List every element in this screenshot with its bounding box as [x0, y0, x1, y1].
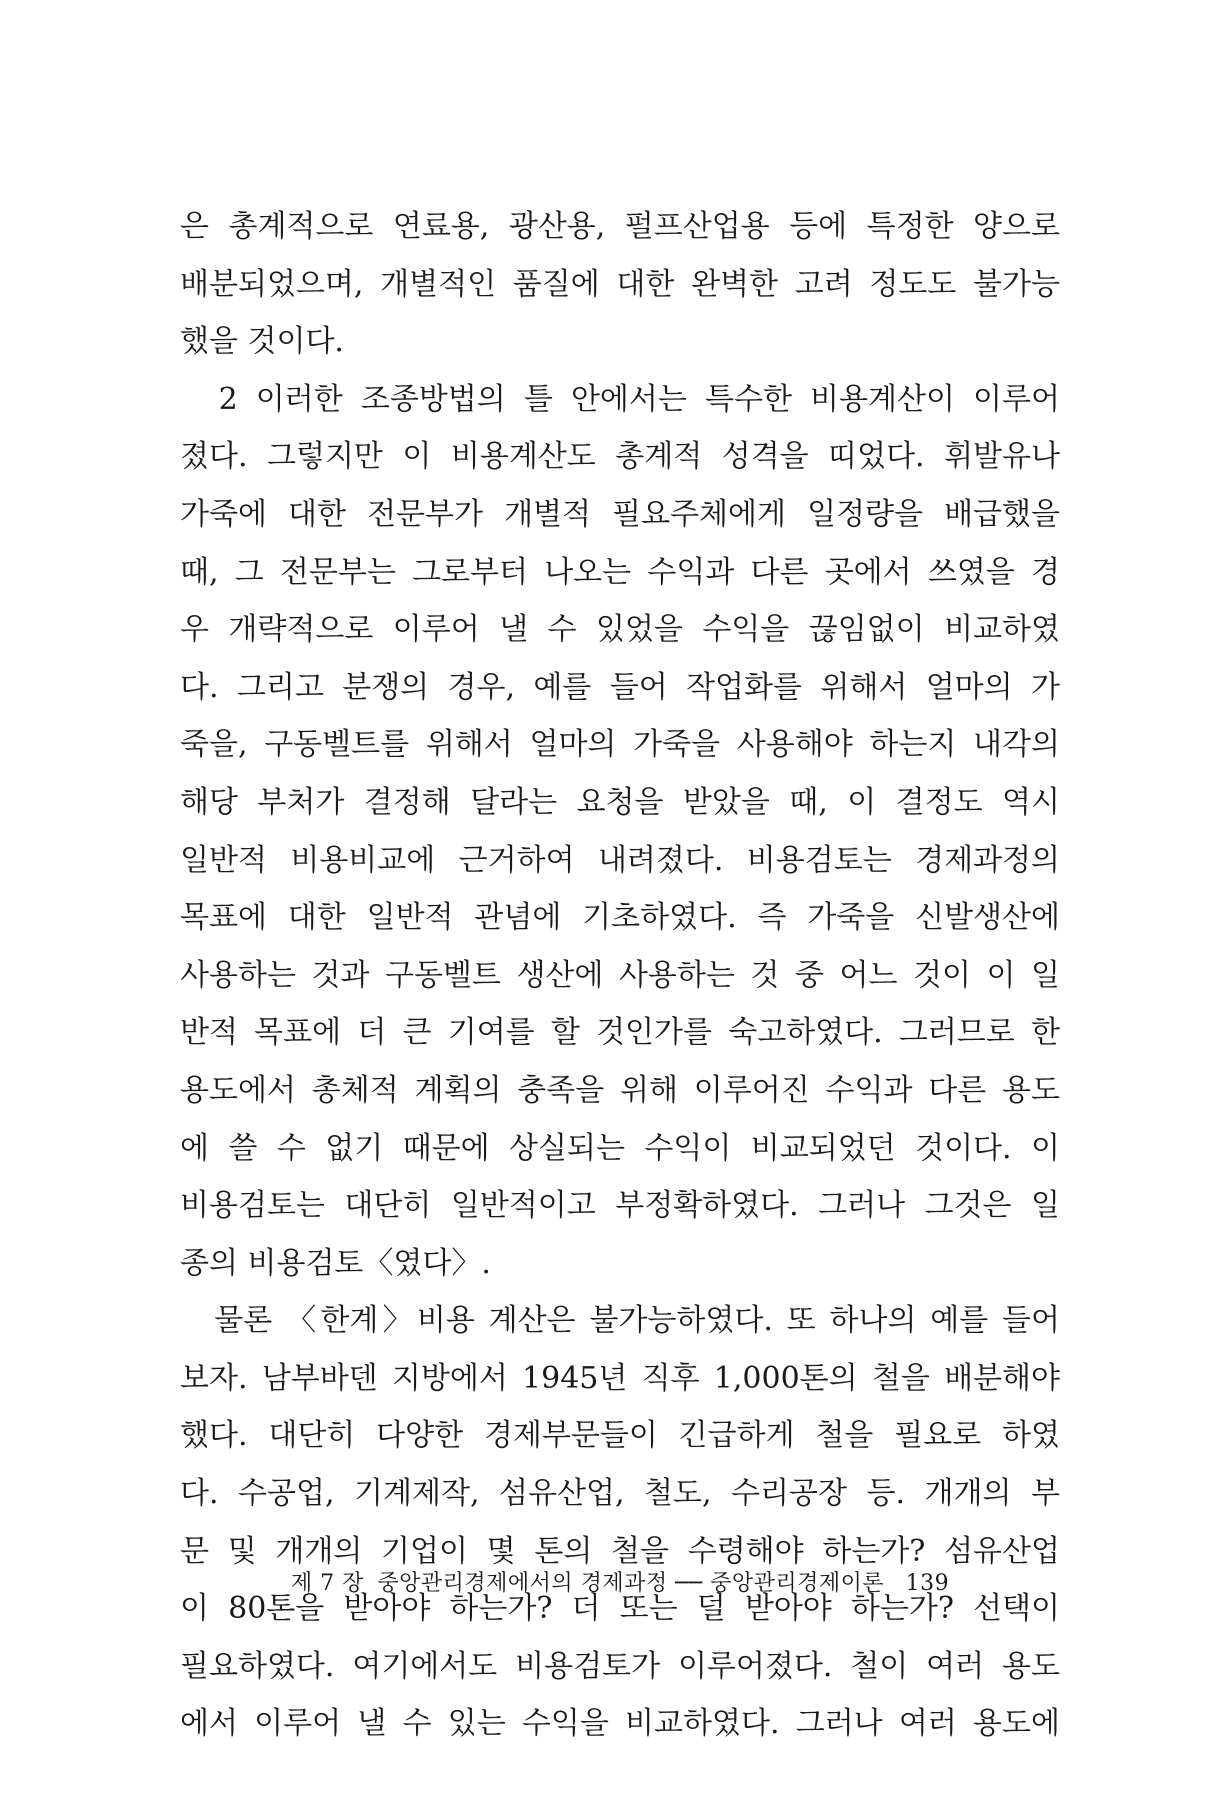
text-line: 해당 부처가 결정해 달라는 요청을 받았을 때, 이 결정도 역시 — [180, 784, 1060, 820]
text-line: 용도에서 총체적 계획의 충족을 위해 이루어진 수익과 다른 용도 — [180, 1072, 1060, 1108]
text-line: 다. 그리고 분쟁의 경우, 예를 들어 작업화를 위해서 얼마의 가 — [180, 669, 1060, 705]
footer-title: 중앙관리경제에서의 경제과정 ── 중앙관리경제이론 — [377, 1571, 885, 1596]
body-text — [180, 198, 1060, 1753]
text-line: 필요하였다. 여기에서도 비용검토가 이루어졌다. 철이 여러 용도 — [180, 1648, 1060, 1684]
text-line: 일반적 비용비교에 근거하여 내려졌다. 비용검토는 경제과정의 — [180, 842, 1060, 878]
text-line: 배분되었으며, 개별적인 품질에 대한 완벽한 고려 정도도 불가능 — [180, 266, 1060, 302]
text-line: 다. 수공업, 기계제작, 섬유산업, 철도, 수리공장 등. 개개의 부 — [180, 1476, 1060, 1512]
text-line: 보자. 남부바덴 지방에서 1945년 직후 1,000톤의 철을 배분해야 — [180, 1360, 1060, 1396]
text-line: 목표에 대한 일반적 관념에 기초하였다. 즉 가죽을 신발생산에 — [180, 900, 1060, 936]
text-line: 2 이러한 조종방법의 틀 안에서는 특수한 비용계산이 이루어 — [180, 381, 1060, 417]
text-line: 우 개략적으로 이루어 낼 수 있었을 수익을 끊임없이 비교하였 — [180, 612, 1060, 648]
text-line: 했을 것이다. — [180, 324, 344, 360]
text-line: 죽을, 구동벨트를 위해서 얼마의 가죽을 사용해야 하는지 내각의 — [180, 727, 1060, 763]
text-line: 때, 그 전문부는 그로부터 나오는 수익과 다른 곳에서 쓰였을 경 — [180, 554, 1060, 590]
text-line: 가죽에 대한 전문부가 개별적 필요주체에게 일정량을 배급했을 — [180, 496, 1060, 532]
text-line: 문 및 개개의 기업이 몇 톤의 철을 수령해야 하는가? 섬유산업 — [180, 1533, 1060, 1569]
text-line: 사용하는 것과 구동벨트 생산에 사용하는 것 중 어느 것이 이 일 — [180, 957, 1060, 993]
footer-chapter: 제 7 장 — [290, 1571, 364, 1596]
text-line: 졌다. 그렇지만 이 비용계산도 총계적 성격을 띠었다. 휘발유나 — [180, 439, 1060, 475]
text-line: 했다. 대단히 다양한 경제부문들이 긴급하게 철을 필요로 하였 — [180, 1418, 1060, 1454]
running-footer — [180, 1566, 1060, 1597]
text-line: 비용검토는 대단히 일반적이고 부정확하였다. 그러나 그것은 일 — [180, 1188, 1060, 1224]
text-line: 종의 비용검토〈였다〉. — [180, 1245, 491, 1281]
text-line: 이 80톤을 받아야 하는가? 더 또는 덜 받아야 하는가? 선택이 — [180, 1591, 1060, 1627]
text-line: 물론 〈한계〉비용 계산은 불가능하였다. 또 하나의 예를 들어 — [180, 1303, 1060, 1339]
text-line: 반적 목표에 더 큰 기여를 할 것인가를 숙고하였다. 그러므로 한 — [180, 1015, 1060, 1051]
text-line: 에서 이루어 낼 수 있는 수익을 비교하였다. 그러나 여러 용도에 — [180, 1706, 1060, 1742]
text-line: 은 총계적으로 연료용, 광산용, 펄프산업용 등에 특정한 양으로 — [180, 209, 1060, 244]
page-number: 139 — [905, 1571, 950, 1596]
text-line: 에 쓸 수 없기 때문에 상실되는 수익이 비교되었던 것이다. 이 — [180, 1130, 1060, 1166]
